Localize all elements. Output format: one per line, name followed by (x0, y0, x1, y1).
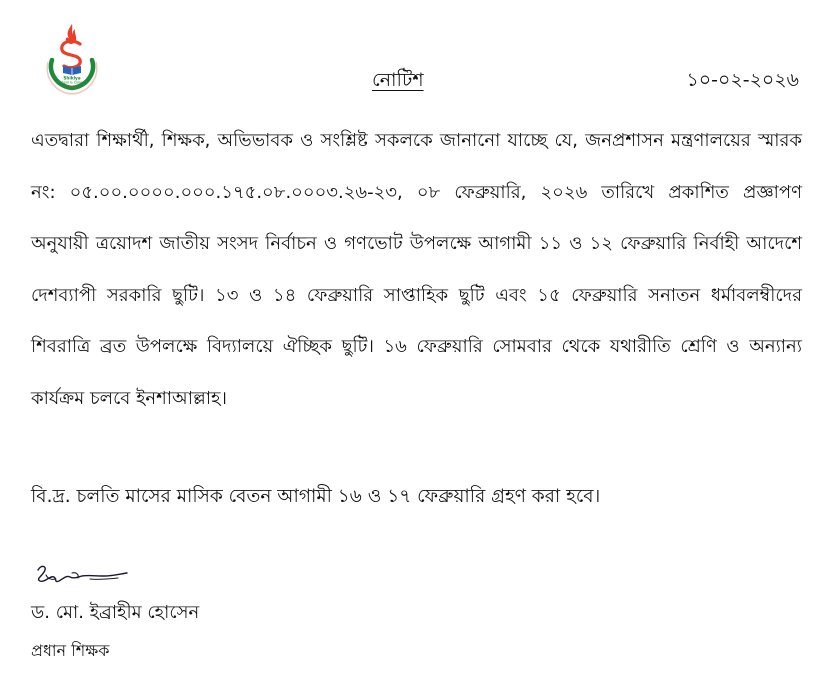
notice-body: এতদ্বারা শিক্ষার্থী, শিক্ষক, অভিভাবক ও সংশ্লিষ্ট সকলকে জানানো যাচ্ছে যে, জনপ্রশাসন মন্ত্রণালয়ের স্মারক নং: ০৫.০০.০০০০.০০০.১৭৫.০৮.০০০৩.২৬-২৩, ০৮ ফেব্রুয়ারি, ২০২৬ তারিখে প্রকাশিত প্রজ্ঞাপণ অনুযায়ী ত্রয়োদশ জাতীয় সংসদ নির্বাচন ও গণভোট উপলক্ষে আগামী ১১ ও ১২ ফেব্রুয়ারি নির্বাহী আদেশে দেশব্যাপী সরকারি ছুটি। ১৩ ও ১৪ ফেব্রুয়ারি সাপ্তাহিক ছুটি এবং ১৫ ফেব্রুয়ারি সনাতন ধর্মাবলম্বীদের শিবরাত্রি ব্রত উপলক্ষে বিদ্যালয়ে ঐচ্ছিক ছুটি। ১৬ ফেব্রুয়ারি সোমবার থেকে যথারীতি শ্রেণি ও অন্যান্য কার্যক্রম চলবে ইনশাআল্লাহ। (31, 130, 802, 409)
logo-caption-line3: Dhaka (67, 84, 77, 88)
signature-image (32, 560, 130, 590)
logo-caption-line1: Shiklya (63, 75, 81, 81)
notice-title: নোটিশ (372, 69, 424, 91)
logo-caption-line2: School & College (57, 80, 87, 85)
notice-footnote: বি.দ্র. চলতি মাসের মাসিক বেতন আগামী ১৬ ও ১৭ ফেব্রুয়ারি গ্রহণ করা হবে। (31, 486, 601, 507)
school-logo (42, 22, 102, 96)
signer-designation: প্রধান শিক্ষক (31, 641, 110, 660)
logo-swirl (62, 41, 80, 67)
signer-name: ড. মো. ইব্রাহীম হোসেন (31, 602, 200, 623)
notice-date: ১০-০২-২০২৬ (686, 69, 799, 91)
